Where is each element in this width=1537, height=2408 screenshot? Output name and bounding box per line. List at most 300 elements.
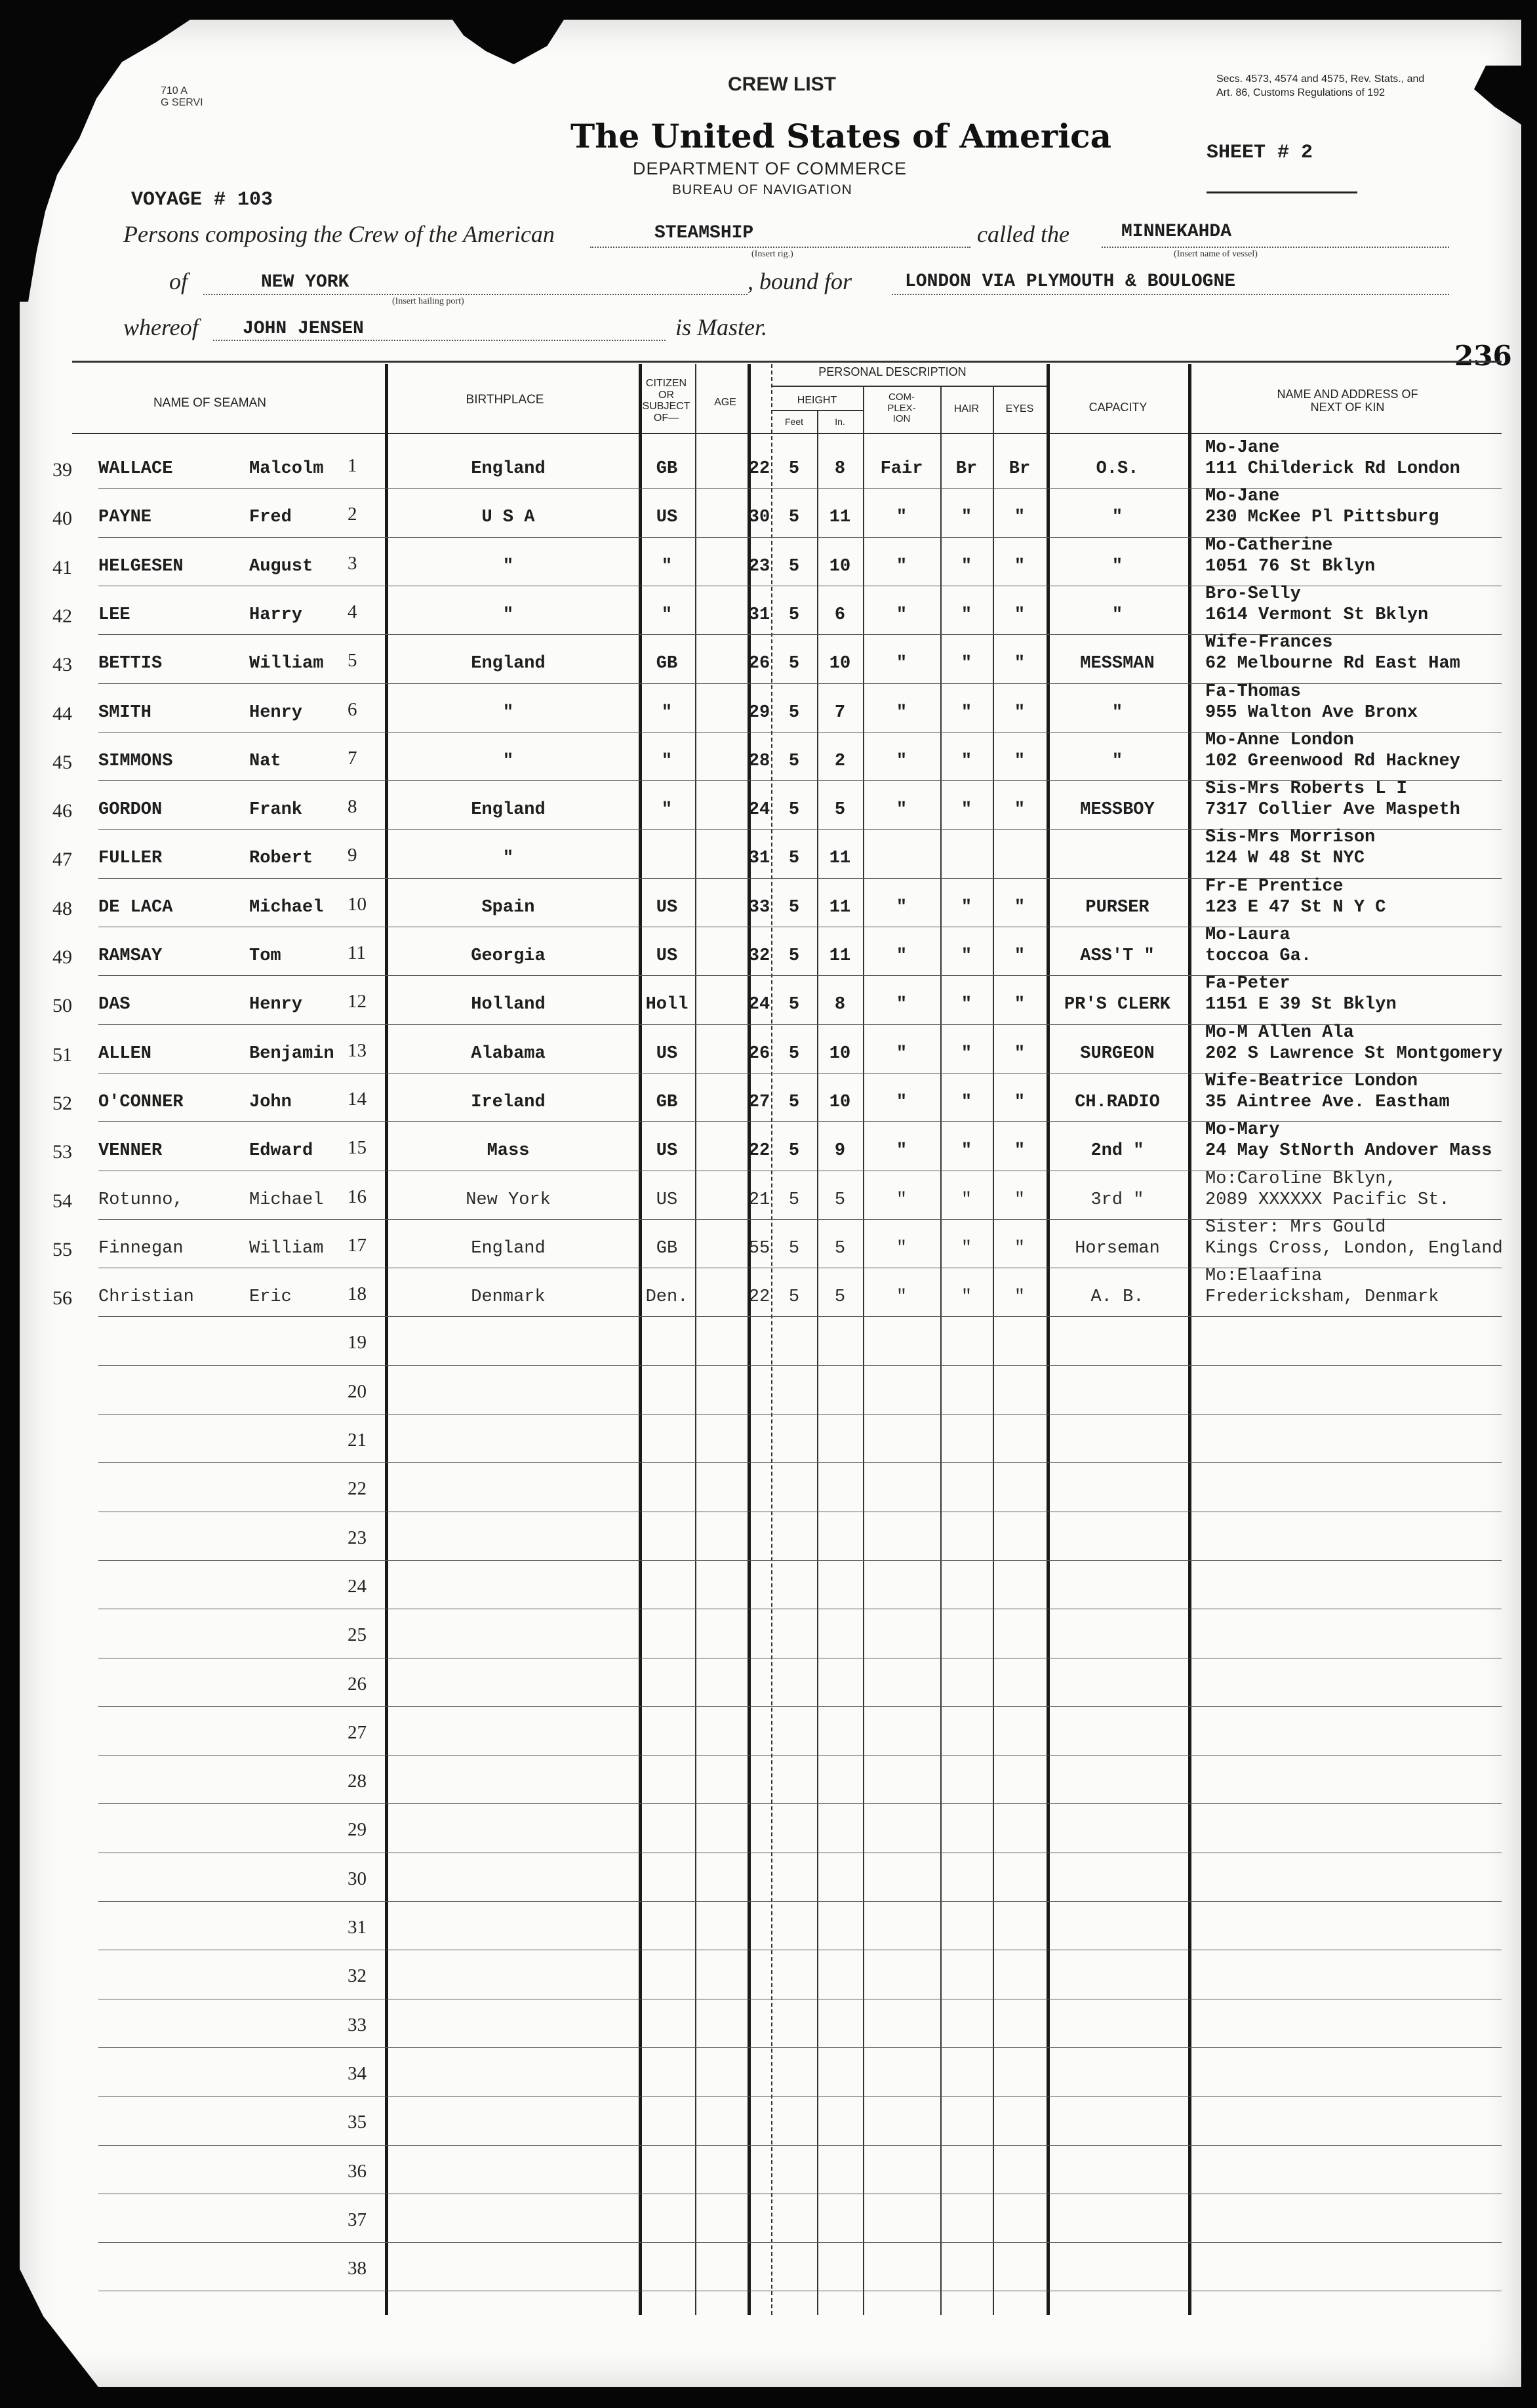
seaman-eyes: " — [1014, 703, 1026, 723]
seaman-given-name: Edward — [249, 1141, 313, 1161]
row-number: 12 — [348, 991, 367, 1012]
seaman-surname: LEE — [98, 605, 130, 625]
seaman-hair: " — [961, 946, 972, 966]
header-citizen-line1: CITIZEN — [645, 378, 687, 389]
seaman-height-feet: 5 — [788, 849, 800, 868]
column-divider-capacity — [1188, 364, 1191, 2315]
seaman-given-name: Nat — [249, 752, 281, 771]
seaman-birthplace: Spain — [481, 898, 535, 917]
row-number: 9 — [348, 845, 357, 866]
seaman-given-name: Frank — [249, 800, 303, 820]
called-label: called the — [977, 221, 1069, 247]
seaman-height-inches: 11 — [829, 849, 851, 868]
next-of-kin-address: 124 W 48 St NYC — [1205, 849, 1365, 868]
seaman-birthplace: Mass — [487, 1141, 530, 1161]
port-underline — [203, 294, 748, 295]
seaman-sequence-number: 56 — [52, 1287, 72, 1309]
persons-label: Persons composing the Crew of the American — [123, 221, 555, 247]
seaman-sequence-number: 46 — [52, 800, 72, 822]
column-divider-complexion — [940, 387, 942, 2315]
next-of-kin-address: 230 McKee Pl Pittsburg — [1205, 508, 1439, 527]
next-of-kin-name: Sis-Mrs Roberts L I — [1205, 779, 1407, 799]
seaman-birthplace: Alabama — [471, 1044, 546, 1064]
seaman-height-inches: 9 — [834, 1141, 846, 1161]
seaman-complexion: " — [896, 1044, 908, 1064]
seaman-age: 31 — [748, 849, 770, 868]
seaman-height-feet: 5 — [788, 557, 800, 576]
seaman-complexion: " — [896, 898, 908, 917]
row-rule — [98, 1414, 1502, 1415]
row-rule — [98, 1365, 1502, 1366]
row-number: 5 — [348, 650, 357, 671]
seaman-given-name: William — [249, 654, 324, 673]
seaman-eyes: " — [1014, 557, 1026, 576]
next-of-kin-name: Mo-Jane — [1205, 487, 1280, 506]
seaman-complexion: " — [896, 1287, 908, 1307]
seaman-sequence-number: 50 — [52, 995, 72, 1016]
seaman-birthplace: U S A — [481, 508, 535, 527]
row-number: 2 — [348, 504, 357, 525]
seaman-complexion: " — [896, 1141, 908, 1161]
seaman-given-name: Robert — [249, 849, 313, 868]
master-underline — [213, 340, 666, 341]
seaman-eyes: " — [1014, 508, 1026, 527]
column-divider-name — [385, 364, 388, 2315]
seaman-sequence-number: 41 — [52, 557, 72, 578]
seaman-capacity: PURSER — [1085, 898, 1149, 917]
seaman-citizenship: GB — [656, 1239, 678, 1258]
seaman-height-feet: 5 — [788, 800, 800, 820]
next-of-kin-address: 111 Childerick Rd London — [1205, 459, 1460, 479]
header-complexion — [863, 392, 940, 425]
row-rule — [98, 2242, 1502, 2243]
seaman-eyes: " — [1014, 1287, 1026, 1307]
seaman-capacity: ASS'T " — [1080, 946, 1155, 966]
next-of-kin-address: 123 E 47 St N Y C — [1205, 898, 1386, 917]
seaman-hair: " — [961, 703, 972, 723]
seaman-height-inches: 10 — [829, 1093, 851, 1112]
header-inches: In. — [835, 416, 845, 427]
seaman-birthplace: " — [502, 752, 514, 771]
seaman-capacity: O.S. — [1096, 459, 1139, 479]
seaman-given-name: Henry — [249, 995, 303, 1014]
row-number: 6 — [348, 699, 357, 720]
header-eyes: EYES — [1005, 403, 1034, 414]
next-of-kin-address: 35 Aintree Ave. Eastham — [1205, 1093, 1450, 1112]
destination-underline — [892, 294, 1449, 295]
seaman-complexion: " — [896, 508, 908, 527]
row-number: 18 — [348, 1283, 367, 1304]
seaman-age: 33 — [748, 898, 770, 917]
seaman-given-name: Michael — [249, 898, 324, 917]
seaman-height-inches: 10 — [829, 654, 851, 673]
seaman-age: 22 — [748, 1141, 770, 1161]
seaman-given-name: Fred — [249, 508, 292, 527]
rig-hint: (Insert rig.) — [751, 249, 793, 259]
seaman-height-inches: 2 — [834, 752, 846, 771]
seaman-birthplace: England — [471, 1239, 546, 1258]
seaman-complexion: " — [896, 605, 908, 625]
seaman-eyes: " — [1014, 946, 1026, 966]
table-header-border — [72, 433, 1502, 434]
row-number: 25 — [348, 1624, 367, 1645]
torn-top-right-edge — [1462, 66, 1521, 125]
seaman-height-inches: 5 — [834, 800, 846, 820]
seaman-hair: " — [961, 654, 972, 673]
next-of-kin-name: Wife-Frances — [1205, 633, 1333, 652]
seaman-height-inches: 10 — [829, 557, 851, 576]
row-number: 15 — [348, 1137, 367, 1158]
row-rule — [98, 1121, 1502, 1122]
column-divider-inches — [863, 387, 864, 2315]
seaman-given-name: Benjamin — [249, 1044, 334, 1064]
form-code-service: G SERVI — [161, 97, 203, 108]
seaman-height-feet: 5 — [788, 898, 800, 917]
list-title: CREW LIST — [728, 73, 836, 95]
seaman-hair: " — [961, 1093, 972, 1112]
header-kin-line1: NAME AND ADDRESS OF — [1277, 388, 1418, 401]
seaman-hair: " — [961, 557, 972, 576]
seaman-height-inches: 8 — [834, 459, 846, 479]
seaman-height-feet: 5 — [788, 995, 800, 1014]
seaman-height-feet: 5 — [788, 459, 800, 479]
seaman-surname: O'CONNER — [98, 1093, 184, 1112]
next-of-kin-name: Mo:Caroline Bklyn, — [1205, 1169, 1397, 1189]
seaman-citizenship: US — [656, 508, 678, 527]
seaman-citizenship: " — [661, 800, 673, 820]
seaman-age: 27 — [748, 1093, 770, 1112]
seaman-eyes: " — [1014, 1190, 1026, 1210]
seaman-height-inches: 5 — [834, 1239, 846, 1258]
row-rule — [98, 1755, 1502, 1756]
seaman-citizenship: " — [661, 703, 673, 723]
seaman-age: 22 — [748, 1287, 770, 1307]
seaman-citizenship: GB — [656, 654, 678, 673]
seaman-age: 55 — [748, 1239, 770, 1258]
seaman-sequence-number: 42 — [52, 605, 72, 627]
row-number: 14 — [348, 1089, 367, 1110]
next-of-kin-name: Fr-E Prentice — [1205, 877, 1344, 896]
row-rule — [98, 2096, 1502, 2097]
next-of-kin-name: Mo:Elaafina — [1205, 1266, 1323, 1286]
seaman-hair: Br — [955, 459, 978, 479]
seaman-surname: Rotunno, — [98, 1190, 184, 1210]
seaman-height-inches: 6 — [834, 605, 846, 625]
seaman-age: 26 — [748, 654, 770, 673]
header-citizen — [638, 378, 694, 424]
seaman-complexion: " — [896, 654, 908, 673]
seaman-birthplace: " — [502, 605, 514, 625]
voyage-number: VOYAGE # 103 — [131, 189, 273, 211]
seaman-birthplace: Denmark — [471, 1287, 546, 1307]
seaman-capacity: " — [1111, 752, 1123, 771]
seaman-height-inches: 11 — [829, 946, 851, 966]
header-kin-line2: NEXT OF KIN — [1310, 400, 1385, 414]
seaman-height-feet: 5 — [788, 946, 800, 966]
torn-top-edge — [452, 20, 564, 72]
next-of-kin-address: Fredericksham, Denmark — [1205, 1287, 1439, 1307]
seaman-surname: WALLACE — [98, 459, 173, 479]
seaman-capacity: " — [1111, 508, 1123, 527]
seaman-birthplace: " — [502, 703, 514, 723]
next-of-kin-address: 955 Walton Ave Bronx — [1205, 703, 1418, 723]
vessel-value: MINNEKAHDA — [1121, 222, 1232, 242]
seaman-height-feet: 5 — [788, 605, 800, 625]
seaman-complexion: Fair — [880, 459, 923, 479]
master-value: JOHN JENSEN — [243, 319, 364, 339]
header-birthplace: BIRTHPLACE — [466, 393, 544, 407]
row-number: 30 — [348, 1868, 367, 1889]
seaman-hair: " — [961, 898, 972, 917]
seaman-age: 21 — [748, 1190, 770, 1210]
seaman-sequence-number: 54 — [52, 1190, 72, 1212]
seaman-height-feet: 5 — [788, 1141, 800, 1161]
seaman-given-name: Henry — [249, 703, 303, 723]
seaman-given-name: John — [249, 1093, 292, 1112]
seaman-sequence-number: 39 — [52, 459, 72, 481]
seaman-capacity: PR'S CLERK — [1064, 995, 1171, 1014]
seaman-age: 31 — [748, 605, 770, 625]
next-of-kin-address: toccoa Ga. — [1205, 946, 1312, 966]
row-number: 26 — [348, 1674, 367, 1695]
next-of-kin-name: Wife-Beatrice London — [1205, 1072, 1418, 1091]
seaman-surname: Finnegan — [98, 1239, 184, 1258]
header-citizen-line3: SUBJECT — [642, 401, 690, 412]
form-code: 710 A — [161, 85, 188, 96]
seaman-given-name: Michael — [249, 1190, 324, 1210]
row-number: 3 — [348, 553, 357, 574]
seaman-age: 24 — [748, 800, 770, 820]
seaman-surname: DAS — [98, 995, 130, 1014]
seaman-height-feet: 5 — [788, 654, 800, 673]
next-of-kin-address: 2089 XXXXXX Pacific St. — [1205, 1190, 1450, 1210]
seaman-citizenship: US — [656, 1044, 678, 1064]
seaman-height-inches: 5 — [834, 1190, 846, 1210]
seaman-sequence-number: 51 — [52, 1044, 72, 1066]
crew-list-form — [20, 20, 1521, 2387]
row-number: 1 — [348, 455, 357, 476]
personal-header-rule — [771, 386, 1047, 387]
row-number: 4 — [348, 601, 357, 622]
seaman-complexion: " — [896, 1190, 908, 1210]
seaman-age: 26 — [748, 1044, 770, 1064]
next-of-kin-name: Mo-M Allen Ala — [1205, 1023, 1354, 1043]
seaman-age: 28 — [748, 752, 770, 771]
height-header-rule — [771, 410, 863, 411]
seaman-capacity: Horseman — [1075, 1239, 1160, 1258]
row-rule — [98, 1560, 1502, 1561]
seaman-complexion: " — [896, 1239, 908, 1258]
seaman-height-inches: 5 — [834, 1287, 846, 1307]
seaman-birthplace: " — [502, 557, 514, 576]
seaman-given-name: Malcolm — [249, 459, 324, 479]
seaman-citizenship: " — [661, 605, 673, 625]
row-number: 36 — [348, 2161, 367, 2182]
row-number: 19 — [348, 1332, 367, 1353]
next-of-kin-address: 102 Greenwood Rd Hackney — [1205, 752, 1460, 771]
torn-corner — [20, 20, 190, 302]
seaman-capacity: 2nd " — [1090, 1141, 1144, 1161]
seaman-capacity: CH.RADIO — [1075, 1093, 1160, 1112]
seaman-eyes: Br — [1008, 459, 1031, 479]
master-label: is Master. — [675, 314, 768, 340]
sheet-number: SHEET # 2 — [1207, 142, 1313, 164]
seaman-eyes: " — [1014, 605, 1026, 625]
header-hair: HAIR — [953, 403, 980, 414]
seaman-age: 30 — [748, 508, 770, 527]
next-of-kin-name: Mo-Laura — [1205, 925, 1290, 945]
row-number: 7 — [348, 748, 357, 769]
seaman-surname: VENNER — [98, 1141, 163, 1161]
row-number: 33 — [348, 2015, 367, 2036]
seaman-height-feet: 5 — [788, 1190, 800, 1210]
seaman-birthplace: England — [471, 654, 546, 673]
row-number: 16 — [348, 1186, 367, 1207]
next-of-kin-address: 24 May StNorth Andover Mass — [1205, 1141, 1492, 1161]
row-number: 31 — [348, 1917, 367, 1938]
rig-value: STEAMSHIP — [654, 223, 754, 243]
row-number: 11 — [348, 942, 366, 963]
seaman-surname: FULLER — [98, 849, 163, 868]
seaman-complexion: " — [896, 703, 908, 723]
seaman-citizenship: US — [656, 898, 678, 917]
seaman-given-name: Eric — [249, 1287, 292, 1307]
next-of-kin-name: Mo-Jane — [1205, 438, 1280, 458]
vessel-hint: (Insert name of vessel) — [1174, 249, 1258, 259]
seaman-height-inches: 11 — [829, 898, 851, 917]
sheet-underline — [1207, 191, 1357, 193]
seaman-birthplace: England — [471, 800, 546, 820]
seaman-height-inches: 8 — [834, 995, 846, 1014]
next-of-kin-address: 1151 E 39 St Bklyn — [1205, 995, 1397, 1014]
seaman-sequence-number: 48 — [52, 898, 72, 919]
seaman-complexion: " — [896, 995, 908, 1014]
row-number: 13 — [348, 1040, 367, 1061]
next-of-kin-name: Sis-Mrs Morrison — [1205, 828, 1376, 847]
next-of-kin-name: Fa-Peter — [1205, 974, 1290, 993]
destination-value: LONDON VIA PLYMOUTH & BOULOGNE — [905, 271, 1236, 292]
seaman-hair: " — [961, 1141, 972, 1161]
seaman-sequence-number: 49 — [52, 946, 72, 968]
row-number: 8 — [348, 796, 357, 817]
seaman-birthplace: England — [471, 459, 546, 479]
row-rule — [98, 1316, 1502, 1317]
seaman-surname: Christian — [98, 1287, 194, 1307]
seaman-height-feet: 5 — [788, 508, 800, 527]
row-number: 29 — [348, 1819, 367, 1840]
seaman-height-inches: 7 — [834, 703, 846, 723]
seaman-complexion: " — [896, 800, 908, 820]
seaman-eyes: " — [1014, 800, 1026, 820]
seaman-capacity: " — [1111, 703, 1123, 723]
seaman-birthplace: Georgia — [471, 946, 546, 966]
seaman-citizenship: " — [661, 557, 673, 576]
seaman-hair: " — [961, 995, 972, 1014]
row-number: 34 — [348, 2063, 367, 2084]
seaman-eyes: " — [1014, 654, 1026, 673]
header-age: AGE — [714, 397, 736, 408]
seaman-sequence-number: 47 — [52, 849, 72, 870]
statute-line-2: Art. 86, Customs Regulations of 192 — [1216, 87, 1386, 98]
seaman-sequence-number: 40 — [52, 508, 72, 529]
seaman-complexion: " — [896, 752, 908, 771]
header-complexion-line2: PLEX- — [887, 402, 916, 414]
seaman-capacity: " — [1111, 605, 1123, 625]
next-of-kin-address: 62 Melbourne Rd East Ham — [1205, 654, 1460, 673]
bound-label: , bound for — [748, 268, 852, 294]
next-of-kin-name: Mo-Mary — [1205, 1120, 1280, 1140]
seaman-capacity: 3rd " — [1090, 1190, 1144, 1210]
seaman-hair: " — [961, 752, 972, 771]
next-of-kin-name: Mo-Catherine — [1205, 536, 1333, 555]
row-rule — [98, 1901, 1502, 1902]
seaman-eyes: " — [1014, 1093, 1026, 1112]
seaman-surname: PAYNE — [98, 508, 152, 527]
nation-title: The United States of America — [570, 117, 1112, 155]
seaman-complexion: " — [896, 946, 908, 966]
seaman-given-name: August — [249, 557, 313, 576]
seaman-capacity: " — [1111, 557, 1123, 576]
seaman-eyes: " — [1014, 1239, 1026, 1258]
seaman-eyes: " — [1014, 1044, 1026, 1064]
row-number: 24 — [348, 1576, 367, 1597]
seaman-hair: " — [961, 605, 972, 625]
seaman-sequence-number: 55 — [52, 1239, 72, 1260]
whereof-label: whereof — [123, 314, 199, 340]
seaman-complexion: " — [896, 557, 908, 576]
header-citizen-line4: OF— — [653, 412, 679, 424]
seaman-sequence-number: 44 — [52, 703, 72, 725]
seaman-surname: RAMSAY — [98, 946, 163, 966]
vessel-underline — [1102, 247, 1449, 248]
bureau-title: BUREAU OF NAVIGATION — [672, 182, 852, 197]
department-title: DEPARTMENT OF COMMERCE — [633, 159, 908, 178]
seaman-hair: " — [961, 1287, 972, 1307]
rig-underline — [590, 247, 970, 248]
row-number: 22 — [348, 1478, 367, 1499]
row-number: 21 — [348, 1430, 367, 1451]
row-rule — [98, 1706, 1502, 1707]
page-number: 236 — [1454, 340, 1512, 372]
seaman-hair: " — [961, 1239, 972, 1258]
row-rule — [98, 1803, 1502, 1804]
seaman-surname: SIMMONS — [98, 752, 173, 771]
seaman-citizenship: US — [656, 1141, 678, 1161]
seaman-citizenship: US — [656, 1190, 678, 1210]
seaman-hair: " — [961, 1190, 972, 1210]
seaman-eyes: " — [1014, 752, 1026, 771]
seaman-hair: " — [961, 1044, 972, 1064]
seaman-age: 23 — [748, 557, 770, 576]
seaman-sequence-number: 52 — [52, 1093, 72, 1114]
next-of-kin-name: Bro-Selly — [1205, 584, 1301, 604]
row-rule — [98, 975, 1502, 976]
seaman-hair: " — [961, 508, 972, 527]
seaman-age: 24 — [748, 995, 770, 1014]
seaman-given-name: William — [249, 1239, 324, 1258]
seaman-citizenship: " — [661, 752, 673, 771]
next-of-kin-address: 1051 76 St Bklyn — [1205, 557, 1376, 576]
next-of-kin-address: 202 S Lawrence St Montgomery — [1205, 1044, 1503, 1064]
seaman-eyes: " — [1014, 1141, 1026, 1161]
row-number: 37 — [348, 2209, 367, 2230]
next-of-kin-address: Kings Cross, London, England — [1205, 1239, 1503, 1258]
row-number: 32 — [348, 1965, 367, 1986]
table-top-border — [72, 361, 1502, 363]
row-rule — [98, 2145, 1502, 2146]
seaman-capacity: SURGEON — [1080, 1044, 1155, 1064]
seaman-height-inches: 10 — [829, 1044, 851, 1064]
